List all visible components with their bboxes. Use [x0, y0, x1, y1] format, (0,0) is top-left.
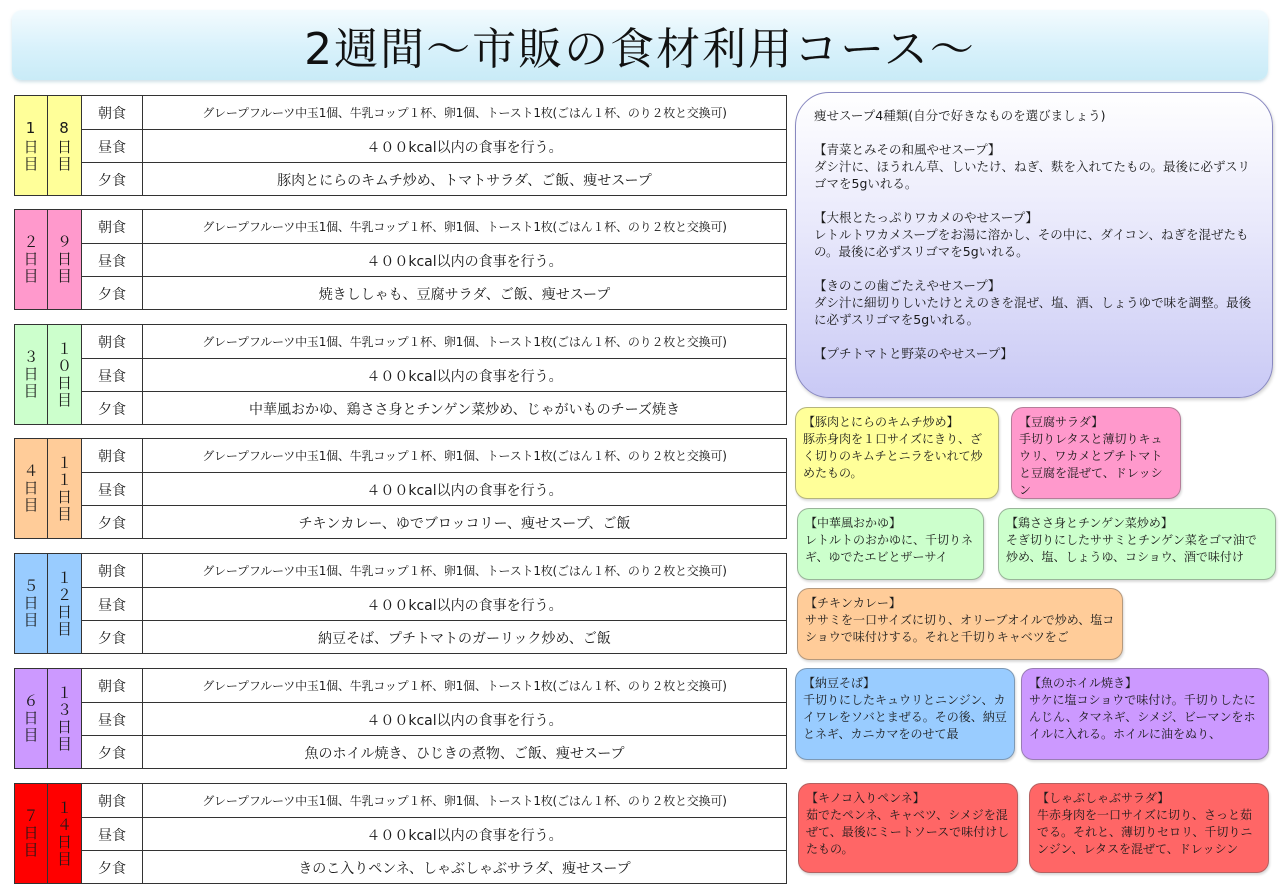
day-label-first: ３日目 — [14, 324, 48, 425]
soup-body-3: ダシ汁に細切りしいたけとえのきを混ぜ、塩、酒、しょうゆで味を調整。最後に必ずスリゴマを5gいれる。 — [814, 295, 1252, 327]
day-label-first: ７日目 — [14, 783, 48, 884]
recipe-title: 【鶏ささ身とチンゲン菜炒め】 — [1006, 516, 1173, 530]
breakfast-text: グレープフルーツ中玉1個、牛乳コップ１杯、卵1個、トースト1枚(ごはん１杯、のり２枚と交換可) — [202, 449, 727, 463]
meal-table — [81, 209, 787, 310]
breakfast-row — [82, 554, 786, 587]
recipe-title: 【キノコ入りペンネ】 — [806, 791, 925, 805]
breakfast-row — [82, 784, 786, 817]
lunch-row — [82, 702, 786, 736]
recipe-title: 【魚のホイル焼き】 — [1029, 676, 1138, 690]
soup-title-2: 【大根とたっぷりワカメのやせスープ】 — [814, 210, 1038, 225]
recipe-body: そぎ切りにしたササミとチンゲン菜をゴマ油で炒め、塩、しょうゆ、コショウ、酒で味付け — [1006, 533, 1257, 564]
lunch-label: 昼食 — [82, 588, 143, 621]
recipe-body: 豚赤身肉を１口サイズにきり、ざく切りのキムチとニラをいれて炒めたもの。 — [803, 432, 983, 480]
soup-title-1: 【青菜とみその和風やせスープ】 — [814, 142, 1001, 157]
breakfast-text: グレープフルーツ中玉1個、牛乳コップ１杯、卵1個、トースト1枚(ごはん１杯、のり２枚と交換可) — [202, 335, 727, 349]
meal-table — [81, 783, 787, 884]
breakfast-label: 朝食 — [82, 439, 143, 472]
lunch-text: ４００kcal以内の食事を行う。 — [366, 827, 563, 844]
lunch-text: ４００kcal以内の食事を行う。 — [366, 712, 563, 729]
lunch-row — [82, 472, 786, 506]
day-label-first: ６日目 — [14, 668, 48, 769]
breakfast-label: 朝食 — [82, 325, 143, 358]
lunch-row — [82, 129, 786, 163]
meal-table — [81, 553, 787, 654]
soup-title-4: 【プチトマトと野菜のやせスープ】 — [814, 346, 1013, 361]
recipe-body: 千切りにしたキュウリとニンジン、カイワレをソバとまぜる。その後、納豆とネギ、カニカマをのせて最 — [803, 693, 1007, 741]
lunch-text: ４００kcal以内の食事を行う。 — [366, 482, 563, 499]
soup-item-4 — [814, 345, 1254, 362]
lunch-label: 昼食 — [82, 818, 143, 851]
dinner-row — [82, 505, 786, 539]
breakfast-label: 朝食 — [82, 554, 143, 587]
day-label-second: 8日目 — [47, 95, 82, 196]
recipe-note-tofu — [1011, 407, 1181, 499]
breakfast-row — [82, 669, 786, 702]
dinner-row — [82, 735, 786, 769]
breakfast-row — [82, 439, 786, 472]
breakfast-label: 朝食 — [82, 210, 143, 243]
soup-item-1 — [814, 141, 1254, 192]
lunch-row — [82, 358, 786, 392]
dinner-text: きのこ入りペンネ、しゃぶしゃぶサラダ、痩せスープ — [298, 860, 631, 877]
dinner-text: チキンカレー、ゆでブロッコリー、痩せスープ、ご飯 — [298, 515, 631, 532]
dinner-text: 豚肉とにらのキムチ炒め、トマトサラダ、ご飯、痩せスープ — [277, 172, 652, 189]
recipe-title: 【豚肉とにらのキムチ炒め】 — [803, 415, 959, 429]
recipe-body: 手切りレタスと薄切りキュウリ、ワカメとプチトマトと豆腐を混ぜて、ドレッシン — [1019, 432, 1163, 497]
day-label-first: ２日目 — [14, 209, 48, 310]
soup-item-3 — [814, 277, 1254, 328]
recipe-note-curry — [797, 588, 1123, 660]
lunch-row — [82, 817, 786, 851]
soup-intro: 痩せスープ4種類(自分で好きなものを選びましょう) — [814, 108, 1106, 123]
lunch-row — [82, 243, 786, 277]
dinner-label: 夕食 — [82, 277, 143, 310]
recipe-note-kimchi — [795, 407, 999, 499]
recipe-title: 【中華風おかゆ】 — [805, 516, 902, 530]
meal-table — [81, 438, 787, 539]
meal-table — [81, 95, 787, 196]
breakfast-text: グレープフルーツ中玉1個、牛乳コップ１杯、卵1個、トースト1枚(ごはん１杯、のり２枚と交換可) — [202, 679, 727, 693]
dinner-label: 夕食 — [82, 392, 143, 425]
day-block-3 — [14, 324, 787, 427]
lunch-label: 昼食 — [82, 473, 143, 506]
dinner-text: 魚のホイル焼き、ひじきの煮物、ご飯、痩せスープ — [304, 745, 625, 762]
lunch-label: 昼食 — [82, 130, 143, 163]
lunch-label: 昼食 — [82, 703, 143, 736]
lunch-row — [82, 587, 786, 621]
recipe-body: 牛赤身肉を一口サイズに切り、さっと茹でる。それと、薄切りセロリ、千切りニンジン、レタスを混ぜて、ドレッシン — [1037, 808, 1253, 856]
breakfast-label: 朝食 — [82, 96, 143, 129]
dinner-row — [82, 162, 786, 196]
dinner-text: 中華風おかゆ、鶏ささ身とチンゲン菜炒め、じゃがいものチーズ焼き — [249, 401, 680, 418]
dinner-text: 納豆そば、プチトマトのガーリック炒め、ご飯 — [318, 630, 611, 647]
dinner-label: 夕食 — [82, 851, 143, 884]
recipe-body: ササミを一口サイズに切り、オリーブオイルで炒め、塩コショウで味付けする。それと千切りキャベツをご — [805, 613, 1115, 644]
recipe-note-okayu — [797, 508, 984, 580]
breakfast-row — [82, 96, 786, 129]
soup-panel — [795, 92, 1273, 398]
page-title: 2週間〜市販の食材利用コース〜 — [304, 24, 976, 75]
meal-table — [81, 668, 787, 769]
dinner-text: 焼きししゃも、豆腐サラダ、ご飯、痩せスープ — [318, 286, 611, 303]
breakfast-row — [82, 210, 786, 243]
day-label-second: １０日目 — [47, 324, 82, 425]
breakfast-label: 朝食 — [82, 784, 143, 817]
day-block-4 — [14, 438, 787, 541]
day-label-first: 1日目 — [14, 95, 48, 196]
lunch-text: ４００kcal以内の食事を行う。 — [366, 139, 563, 156]
dinner-row — [82, 391, 786, 425]
lunch-text: ４００kcal以内の食事を行う。 — [366, 368, 563, 385]
lunch-text: ４００kcal以内の食事を行う。 — [366, 597, 563, 614]
recipe-note-fish — [1021, 668, 1269, 760]
dinner-row — [82, 276, 786, 310]
soup-title-3: 【きのこの歯ごたえやせスープ】 — [814, 278, 1001, 293]
recipe-body: レトルトのおかゆに、千切りネギ、ゆでたエビとザーサイ — [805, 533, 974, 564]
day-label-second: １２日目 — [47, 553, 82, 654]
recipe-title: 【しゃぶしゃぶサラダ】 — [1037, 791, 1170, 805]
lunch-label: 昼食 — [82, 244, 143, 277]
day-block-1 — [14, 95, 787, 198]
recipe-body: 茹でたペンネ、キャベツ、シメジを混ぜて、最後にミートソースで味付けしたもの。 — [806, 808, 1010, 856]
recipe-note-natto — [795, 668, 1015, 760]
day-label-first: ５日目 — [14, 553, 48, 654]
day-block-7 — [14, 783, 787, 886]
recipe-body: サケに塩コショウで味付け。千切りしたにんじん、タマネギ、シメジ、ビーマンをホイルに入れる。ホイルに油をぬり、 — [1029, 693, 1256, 741]
dinner-label: 夕食 — [82, 163, 143, 196]
dinner-row — [82, 850, 786, 884]
recipe-title: 【納豆そば】 — [803, 676, 876, 690]
lunch-label: 昼食 — [82, 359, 143, 392]
breakfast-text: グレープフルーツ中玉1個、牛乳コップ１杯、卵1個、トースト1枚(ごはん１杯、のり２枚と交換可) — [202, 794, 727, 808]
breakfast-text: グレープフルーツ中玉1個、牛乳コップ１杯、卵1個、トースト1枚(ごはん１杯、のり２枚と交換可) — [202, 220, 727, 234]
meal-table — [81, 324, 787, 425]
day-block-2 — [14, 209, 787, 312]
breakfast-text: グレープフルーツ中玉1個、牛乳コップ１杯、卵1個、トースト1枚(ごはん１杯、のり２枚と交換可) — [202, 106, 727, 120]
title-banner — [12, 10, 1268, 80]
breakfast-text: グレープフルーツ中玉1個、牛乳コップ１杯、卵1個、トースト1枚(ごはん１杯、のり２枚と交換可) — [202, 564, 727, 578]
dinner-row — [82, 620, 786, 654]
day-label-second: １３日目 — [47, 668, 82, 769]
day-label-second: １４日目 — [47, 783, 82, 884]
soup-body-1: ダシ汁に、ほうれん草、しいたけ、ねぎ、麩を入れてたもの。最後に必ずスリゴマを5gいれる。 — [814, 159, 1251, 191]
day-label-second: ９日目 — [47, 209, 82, 310]
day-label-second: １１日目 — [47, 438, 82, 539]
recipe-title: 【チキンカレー】 — [805, 596, 901, 610]
soup-body-2: レトルトワカメスープをお湯に溶かし、その中に、ダイコン、ねぎを混ぜたもの。最後に必ずスリゴマを5gいれる。 — [814, 227, 1249, 259]
lunch-text: ４００kcal以内の食事を行う。 — [366, 253, 563, 270]
recipe-title: 【豆腐サラダ】 — [1019, 415, 1104, 429]
breakfast-row — [82, 325, 786, 358]
soup-item-2 — [814, 209, 1254, 260]
day-block-6 — [14, 668, 787, 771]
day-block-5 — [14, 553, 787, 656]
recipe-note-chicken — [998, 508, 1276, 580]
recipe-note-penne — [798, 783, 1018, 873]
dinner-label: 夕食 — [82, 621, 143, 654]
breakfast-label: 朝食 — [82, 669, 143, 702]
day-label-first: ４日目 — [14, 438, 48, 539]
dinner-label: 夕食 — [82, 736, 143, 769]
dinner-label: 夕食 — [82, 506, 143, 539]
recipe-note-shabu — [1029, 783, 1269, 873]
